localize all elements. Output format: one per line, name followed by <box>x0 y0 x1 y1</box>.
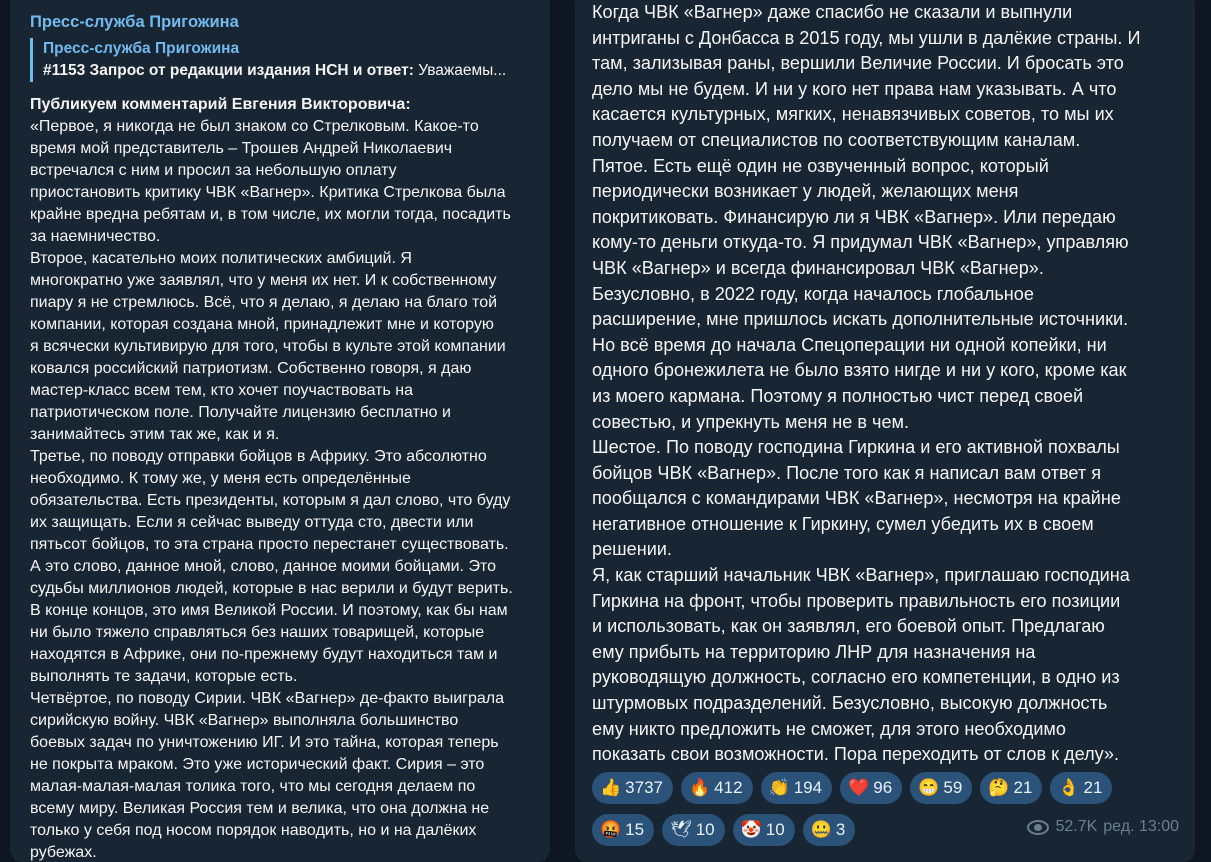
text-line: сирийскую войну. ЧВК «Вагнер» выполняла большинство <box>30 712 459 729</box>
reaction-emoji-icon: 🤬 <box>600 820 622 839</box>
reactions <box>592 772 1192 856</box>
text-line: занимайтесь этим так же, как и я. <box>30 426 280 443</box>
reaction-button[interactable] <box>681 772 753 804</box>
text-line: обязательства. Есть президенты, которым я дал слово, что буду <box>30 492 511 509</box>
text-line: одного бронежилета не было взято нигде и ни у кого, кроме как <box>592 360 1127 381</box>
text-line: ковался российский патриотизм. Собственно говоря, я даю <box>30 360 472 377</box>
sender-name[interactable]: Пресс-служба Пригожина <box>30 13 239 31</box>
left-message-lines <box>30 116 536 862</box>
reaction-button[interactable] <box>733 814 795 846</box>
left-message-bubble <box>10 0 550 862</box>
text-line: штурмовых подразделений. Безусловно, высокую должность <box>592 693 1108 714</box>
reply-text-rest: Уважаемы... <box>413 62 507 79</box>
reaction-count: 59 <box>943 778 963 797</box>
text-line: патриотическом поле. Получайте лицензию бесплатно и <box>30 404 451 421</box>
reaction-button[interactable] <box>592 814 654 846</box>
text-line: рубежах. <box>30 844 97 861</box>
text-line: ему прибыть на территорию ЛНР для назначения на <box>592 641 1036 662</box>
reaction-emoji-icon: 🤔 <box>988 778 1010 797</box>
text-line: встречался с ним и просил за небольшую оплату <box>30 162 397 179</box>
right-message-bubble <box>575 0 1195 862</box>
text-line: не покрыта мраком. Это уже исторический факт. Сирия – это <box>30 756 485 773</box>
reaction-button[interactable] <box>840 772 902 804</box>
reaction-button[interactable] <box>803 814 856 846</box>
text-line: за наемничество. <box>30 228 161 245</box>
reaction-count: 194 <box>793 778 823 797</box>
reaction-button[interactable] <box>1050 772 1112 804</box>
text-line: Когда ЧВК «Вагнер» даже спасибо не сказали и выпнули <box>592 2 1073 22</box>
eye-icon <box>1027 820 1049 835</box>
reaction-button[interactable] <box>761 772 833 804</box>
reaction-button[interactable] <box>662 814 725 846</box>
text-line: время мой представитель – Трошев Андрей Николаевич <box>30 140 453 157</box>
text-line: Гиркина на фронт, чтобы проверить правильность его позиции <box>592 590 1121 611</box>
reaction-count: 10 <box>765 820 785 839</box>
text-line: находятся в Африке, они по-прежнему будут находиться там и <box>30 646 498 663</box>
reaction-count: 21 <box>1013 778 1033 797</box>
reaction-count: 3737 <box>625 778 663 797</box>
text-line: я всячески культивирую для того, чтобы в культе этой компании <box>30 338 506 355</box>
message-meta <box>1027 818 1179 836</box>
reaction-button[interactable] <box>980 772 1042 804</box>
text-line: Пятое. Есть ещё один не озвученный вопрос, который <box>592 155 1049 176</box>
right-message-text <box>592 0 1179 768</box>
reaction-count: 15 <box>625 820 645 839</box>
text-line: там, зализывая раны, вершили Величие России. И бросать это <box>592 53 1124 74</box>
text-line: многократно уже заявлял, что у меня их нет. И к собственному <box>30 272 497 289</box>
text-line: пиару я не стремлюсь. Всё, что я делаю, я делаю на благо той <box>30 294 498 311</box>
left-message-text <box>30 94 536 862</box>
text-line: бойцов ЧВК «Вагнер». После того как я написал вам ответ я <box>592 462 1101 483</box>
text-line: А это слово, данное мной, слово, данное моими бойцами. Это <box>30 558 496 575</box>
text-line: необходимо. К тому же, у меня есть определённые <box>30 470 411 487</box>
reaction-count: 96 <box>873 778 893 797</box>
text-line: боевых задач по уничтожению ИГ. И это тайна, которая теперь <box>30 734 499 751</box>
text-line: негативное отношение к Гиркину, сумел убедить их в своем <box>592 513 1094 534</box>
text-line: Но всё время до начала Спецоперации ни одной копейки, ни <box>592 334 1107 355</box>
reply-author: Пресс-служба Пригожина <box>43 40 240 57</box>
edited-time: ред. 13:00 <box>1103 818 1179 835</box>
text-line: дело мы не будем. И ни у кого нет права нам указывать. А что <box>592 78 1117 99</box>
text-line: совестью, и упрекнуть меня не в чем. <box>592 411 909 432</box>
text-line: Шестое. По поводу господина Гиркина и его активной похвалы <box>592 437 1120 458</box>
text-line: интриганы с Донбасса в 2015 году, мы ушли в далёкие страны. И <box>592 27 1141 48</box>
reaction-emoji-icon: 😁 <box>918 778 940 797</box>
reaction-count: 10 <box>695 820 715 839</box>
text-line: получаем от специалистов по соответствующим каналам. <box>592 129 1081 150</box>
text-line: только у себя под носом порядок наводить, но и на далёких <box>30 822 477 839</box>
text-line: пятьсот бойцов, то эта страна просто перестанет существовать. <box>30 536 509 553</box>
text-line: Я, как старший начальник ЧВК «Вагнер», приглашаю господина <box>592 565 1130 586</box>
reaction-emoji-icon: 🤡 <box>740 820 762 839</box>
text-line: руководящую должность, согласно его компетенции, в одно из <box>592 667 1120 688</box>
text-line: Третье, по поводу отправки бойцов в Африку. Это абсолютно <box>30 448 487 465</box>
text-line: всему миру. Великая Россия тем и велика, что она должна не <box>30 800 490 817</box>
reaction-emoji-icon: 🕊 <box>670 820 692 839</box>
text-line: покритиковать. Финансирую ли я ЧВК «Вагнер». Или передаю <box>592 206 1116 227</box>
reaction-count: 3 <box>835 820 846 839</box>
text-line: касается культурных, мягких, ненавязчивых советов, то мы их <box>592 104 1114 125</box>
text-line: В конце концов, это имя Великой России. И поэтому, как бы нам <box>30 602 508 619</box>
reaction-button[interactable] <box>910 772 972 804</box>
text-line: ему никто предложить не сможет, для этого необходимо <box>592 718 1066 739</box>
text-line: Четвёртое, по поводу Сирии. ЧВК «Вагнер» де-факто выиграла <box>30 690 504 707</box>
reply-text-bold: #1153 Запрос от редакции издания НСН и ответ: <box>43 62 414 79</box>
text-line: периодически возникает у людей, желающих меня <box>592 181 1019 202</box>
reactions-row <box>592 772 1192 804</box>
text-line: малая-малая-малая толика того, что мы сегодня делаем по <box>30 778 476 795</box>
text-line: Безусловно, в 2022 году, когда началось глобальное <box>592 283 1034 304</box>
text-line: кому-то деньги откуда-то. Я придумал ЧВК «Вагнер», управляю <box>592 232 1129 253</box>
reply-text <box>43 60 535 82</box>
text-line: ЧВК «Вагнер» и всегда финансировал ЧВК «Вагнер». <box>592 257 1044 278</box>
view-count: 52.7K <box>1055 818 1098 835</box>
reply-quote[interactable] <box>30 38 536 82</box>
text-line: крайне вредна ребятам и, в том числе, их могли тогда, посадить <box>30 206 511 223</box>
reaction-count: 21 <box>1083 778 1103 797</box>
text-line: Второе, касательно моих политических амбиций. Я <box>30 250 412 267</box>
text-line: показать свои возможности. Пора переходить от слов к делу». <box>592 744 1119 765</box>
text-line: компании, которая создана мной, принадлежит мне и которую <box>30 316 494 333</box>
text-line: их защищать. Если я сейчас выведу оттуда сто, двести или <box>30 514 474 531</box>
text-line: мастер-класс всем тем, кто хочет поучаствовать на <box>30 382 414 399</box>
reaction-emoji-icon: ❤️ <box>848 778 870 797</box>
text-line: и использовать, как он заявлял, его боевой опыт. Предлагаю <box>592 616 1105 637</box>
reaction-button[interactable] <box>592 772 673 804</box>
text-line: выполнять те задачи, которые есть. <box>30 668 298 685</box>
text-line: «Первое, я никогда не был знаком со Стрелковым. Какое-то <box>30 118 479 135</box>
reaction-emoji-icon: 🤐 <box>810 820 832 839</box>
text-line: приостановить критику ЧВК «Вагнер». Критика Стрелкова была <box>30 184 506 201</box>
reaction-emoji-icon: 👍 <box>600 778 622 797</box>
reaction-emoji-icon: 👌 <box>1058 778 1080 797</box>
text-line: решении. <box>592 539 672 560</box>
reaction-emoji-icon: 🔥 <box>689 778 711 797</box>
reaction-emoji-icon: 👏 <box>768 778 790 797</box>
reaction-count: 412 <box>714 778 743 797</box>
text-line: ни было тяжело справляться без наших товарищей, которые <box>30 624 485 641</box>
text-line: из моего кармана. Поэтому я полностью чист перед своей <box>592 385 1084 406</box>
text-line: судьбы миллионов людей, которые в нас верили и будут верить. <box>30 580 513 597</box>
text-line: пообщался с командирами ЧВК «Вагнер», несмотря на крайне <box>592 488 1121 509</box>
text-line: расширение, мне пришлось искать дополнительные источники. <box>592 309 1129 330</box>
message-lead: Публикуем комментарий Евгения Викторовича: <box>30 96 411 113</box>
